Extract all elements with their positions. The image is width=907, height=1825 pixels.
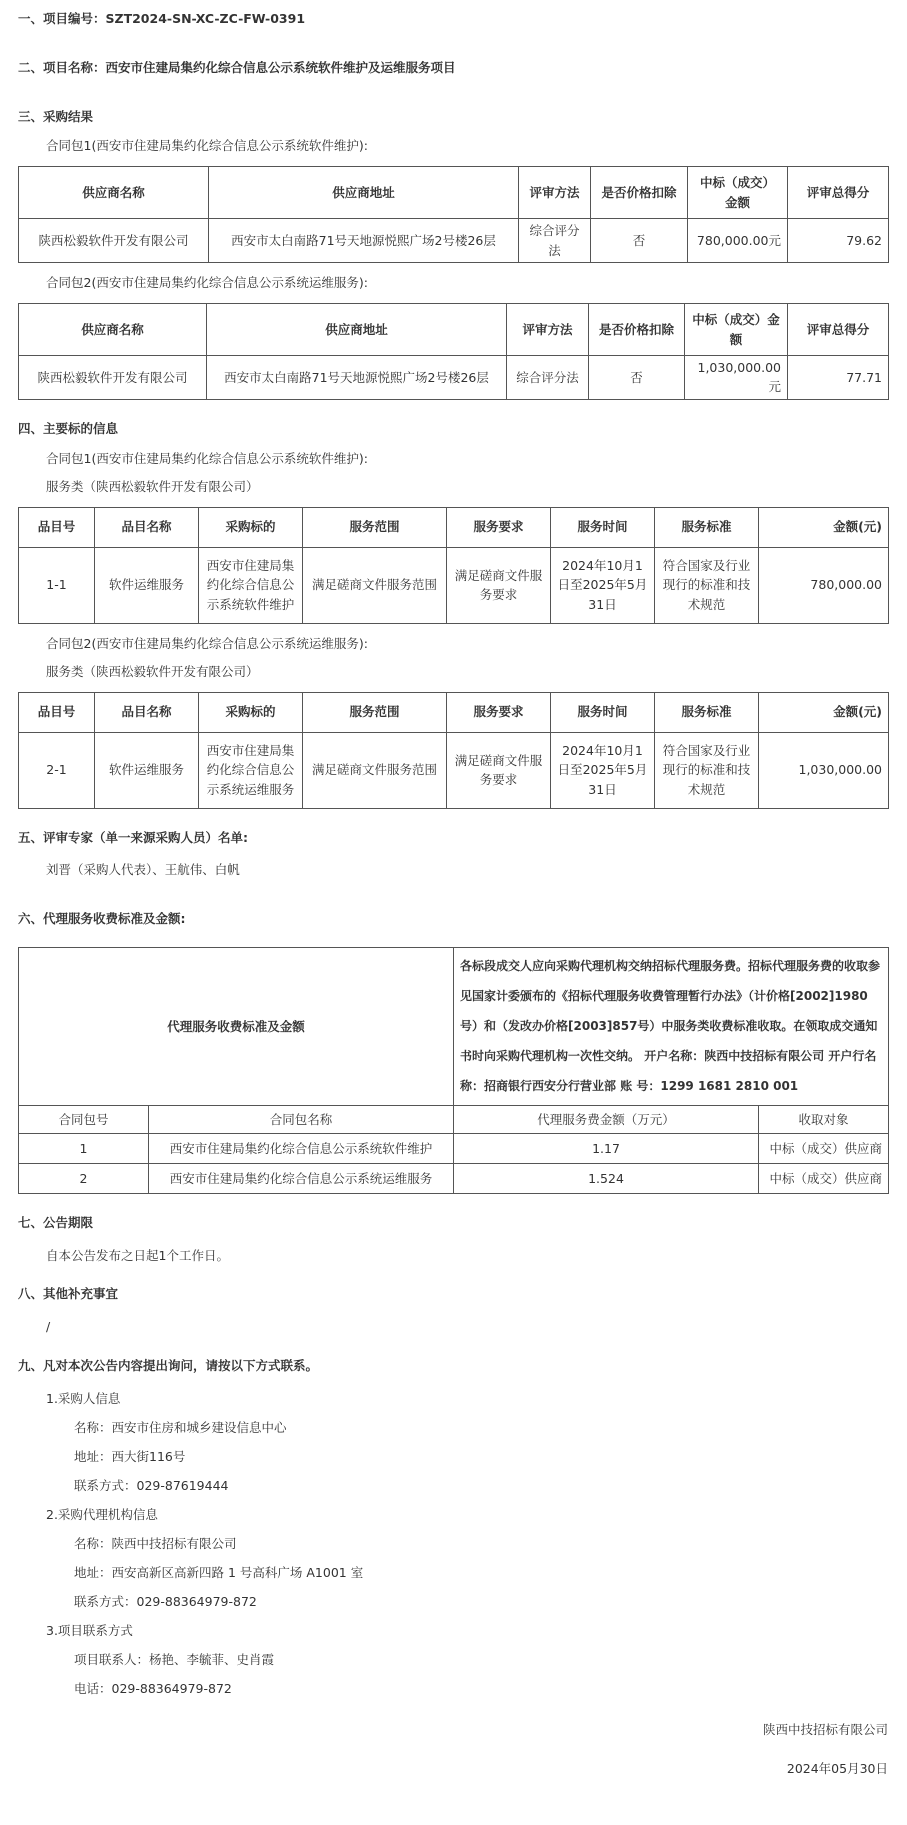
col-header: 品目名称	[95, 507, 199, 547]
table-cell: 否	[591, 219, 688, 263]
col-header: 是否价格扣除	[591, 167, 688, 219]
section-title-experts: 五、评审专家（单一来源采购人员）名单:	[18, 829, 248, 845]
items-pkg2-title: 合同包2(西安市住建局集约化综合信息公示系统运维服务):	[46, 635, 368, 651]
table-cell: 1.17	[454, 1133, 759, 1163]
col-header: 供应商地址	[207, 304, 507, 356]
table-cell: 1-1	[19, 547, 95, 623]
col-header: 合同包名称	[149, 1105, 454, 1133]
col-header: 金额(元)	[759, 507, 889, 547]
items-table-1	[18, 507, 889, 624]
table-cell: 软件运维服务	[95, 547, 199, 623]
project-name-value: 西安市住建局集约化综合信息公示系统软件维护及运维服务项目	[105, 59, 456, 75]
items-pkg2-sub: 服务类（陕西松毅软件开发有限公司）	[46, 663, 259, 679]
project-contact-person: 项目联系人：杨艳、李毓菲、史肖霞	[74, 1651, 275, 1667]
section-title-other: 八、其他补充事宜	[18, 1286, 119, 1302]
table-cell: 西安市住建局集约化综合信息公示系统软件维护	[199, 547, 303, 623]
results-pkg1-title: 合同包1(西安市住建局集约化综合信息公示系统软件维护):	[46, 138, 368, 154]
contact-block	[18, 1384, 889, 1703]
agency-title: 2.采购代理机构信息	[46, 1506, 158, 1522]
table-header-row	[19, 167, 889, 219]
section-title-results: 三、采购结果	[18, 108, 94, 124]
purchaser-phone: 联系方式：029-87619444	[74, 1477, 229, 1493]
col-header: 评审总得分	[788, 167, 889, 219]
table-cell: 软件运维服务	[95, 732, 199, 808]
col-header: 代理服务费金额（万元）	[454, 1105, 759, 1133]
table-row	[19, 219, 889, 263]
table-cell: 2	[19, 1163, 149, 1193]
period-text: 自本公告发布之日起1个工作日。	[46, 1247, 229, 1263]
experts-list: 刘晋（采购人代表）、王航伟、白帆	[46, 862, 240, 878]
table-cell: 780,000.00元	[688, 219, 788, 263]
section-title-period: 七、公告期限	[18, 1214, 94, 1230]
col-header: 评审方法	[519, 167, 591, 219]
table-cell: 1	[19, 1133, 149, 1163]
table-cell: 中标（成交）供应商	[759, 1133, 889, 1163]
col-header: 供应商地址	[209, 167, 519, 219]
col-header: 采购标的	[199, 692, 303, 732]
table-cell: 77.71	[788, 356, 889, 400]
table-row	[19, 1163, 889, 1193]
project-number-label: 一、项目编号：	[18, 11, 106, 26]
fee-label-cell: 代理服务收费标准及金额	[19, 947, 454, 1105]
table-cell: 1,030,000.00元	[685, 356, 788, 400]
results-table-1	[18, 166, 889, 263]
purchaser-name: 名称：西安市住房和城乡建设信息中心	[74, 1419, 287, 1435]
table-cell: 满足磋商文件服务范围	[303, 732, 447, 808]
table-row	[19, 547, 889, 623]
table-cell: 符合国家及行业现行的标准和技术规范	[655, 732, 759, 808]
table-cell: 西安市太白南路71号天地源悦熙广场2号楼26层	[209, 219, 519, 263]
col-header: 服务时间	[551, 692, 655, 732]
col-header: 评审方法	[507, 304, 589, 356]
col-header: 服务要求	[447, 692, 551, 732]
table-cell: 780,000.00	[759, 547, 889, 623]
table-cell: 2024年10月1日至2025年5月31日	[551, 547, 655, 623]
col-header: 评审总得分	[788, 304, 889, 356]
agency-address: 地址：西安高新区高新四路 1 号高科广场 A1001 室	[74, 1564, 364, 1580]
section-title-items: 四、主要标的信息	[18, 420, 119, 436]
col-header: 品目号	[19, 692, 95, 732]
project-number	[18, 10, 889, 29]
purchaser-title: 1.采购人信息	[46, 1390, 121, 1406]
table-cell: 79.62	[788, 219, 889, 263]
table-cell: 符合国家及行业现行的标准和技术规范	[655, 547, 759, 623]
col-header: 中标（成交）金额	[688, 167, 788, 219]
col-header: 供应商名称	[19, 167, 209, 219]
project-name-label: 二、项目名称：	[18, 59, 106, 75]
section-title-fee: 六、代理服务收费标准及金额:	[18, 911, 186, 926]
table-cell: 中标（成交）供应商	[759, 1163, 889, 1193]
table-cell: 综合评分法	[507, 356, 589, 400]
col-header: 供应商名称	[19, 304, 207, 356]
fee-description-row	[19, 947, 889, 1105]
table-cell: 2-1	[19, 732, 95, 808]
col-header: 金额(元)	[759, 692, 889, 732]
table-cell: 西安市住建局集约化综合信息公示系统运维服务	[199, 732, 303, 808]
table-header-row	[19, 1105, 889, 1133]
col-header: 是否价格扣除	[589, 304, 685, 356]
col-header: 收取对象	[759, 1105, 889, 1133]
project-name	[18, 59, 889, 78]
col-header: 中标（成交）金额	[685, 304, 788, 356]
col-header: 服务范围	[303, 692, 447, 732]
items-pkg1-sub: 服务类（陕西松毅软件开发有限公司）	[46, 478, 259, 494]
col-header: 服务时间	[551, 507, 655, 547]
table-cell: 西安市住建局集约化综合信息公示系统运维服务	[149, 1163, 454, 1193]
project-contact-title: 3.项目联系方式	[46, 1622, 133, 1638]
section-title-contact: 九、凡对本次公告内容提出询问，请按以下方式联系。	[18, 1357, 319, 1373]
signature-block	[18, 1715, 888, 1783]
footer-org: 陕西中技招标有限公司	[762, 1721, 888, 1737]
col-header: 合同包号	[19, 1105, 149, 1133]
col-header: 服务范围	[303, 507, 447, 547]
table-header-row	[19, 692, 889, 732]
project-contact-phone: 电话：029-88364979-872	[74, 1680, 232, 1696]
table-cell: 1,030,000.00	[759, 732, 889, 808]
table-header-row	[19, 507, 889, 547]
other-text: /	[46, 1319, 51, 1334]
col-header: 品目号	[19, 507, 95, 547]
col-header: 品目名称	[95, 692, 199, 732]
agency-name: 名称：陕西中技招标有限公司	[74, 1535, 237, 1551]
col-header: 服务要求	[447, 507, 551, 547]
table-cell: 陕西松毅软件开发有限公司	[19, 219, 209, 263]
table-cell: 2024年10月1日至2025年5月31日	[551, 732, 655, 808]
col-header: 服务标准	[655, 507, 759, 547]
table-cell: 否	[589, 356, 685, 400]
table-cell: 满足磋商文件服务范围	[303, 547, 447, 623]
results-pkg2-title: 合同包2(西安市住建局集约化综合信息公示系统运维服务):	[46, 275, 368, 290]
items-pkg1-title: 合同包1(西安市住建局集约化综合信息公示系统软件维护):	[46, 450, 368, 466]
table-cell: 满足磋商文件服务要求	[447, 547, 551, 623]
purchaser-address: 地址：西大街116号	[74, 1448, 186, 1464]
items-table-2	[18, 692, 889, 809]
table-cell: 西安市住建局集约化综合信息公示系统软件维护	[149, 1133, 454, 1163]
table-cell: 满足磋商文件服务要求	[447, 732, 551, 808]
table-cell: 1.524	[454, 1163, 759, 1193]
table-cell: 综合评分法	[519, 219, 591, 263]
results-table-2	[18, 303, 889, 400]
table-row	[19, 356, 889, 400]
footer-date: 2024年05月30日	[786, 1760, 888, 1776]
project-number-value: SZT2024-SN-XC-ZC-FW-0391	[105, 11, 306, 26]
table-row	[19, 732, 889, 808]
col-header: 服务标准	[655, 692, 759, 732]
agency-phone: 联系方式：029-88364979-872	[74, 1593, 257, 1609]
fee-table	[18, 947, 889, 1194]
table-cell: 陕西松毅软件开发有限公司	[19, 356, 207, 400]
table-row	[19, 1133, 889, 1163]
fee-text-cell: 各标段成交人应向采购代理机构交纳招标代理服务费。招标代理服务费的收取参见国家计委颁布的《招标代理服务收费管理暂行办法》（计价格[2002]1980号）和（发改办价格[2003]857号）中服务类收费标准收取。在领取成交通知书时向采购代理机构一次性交纳。 开户名称：陕西中技招标有限公司 开户行名称：招商银行西安分行营业部 账 号：1299 1681 2810 001	[454, 947, 889, 1105]
table-header-row	[19, 304, 889, 356]
col-header: 采购标的	[199, 507, 303, 547]
table-cell: 西安市太白南路71号天地源悦熙广场2号楼26层	[207, 356, 507, 400]
